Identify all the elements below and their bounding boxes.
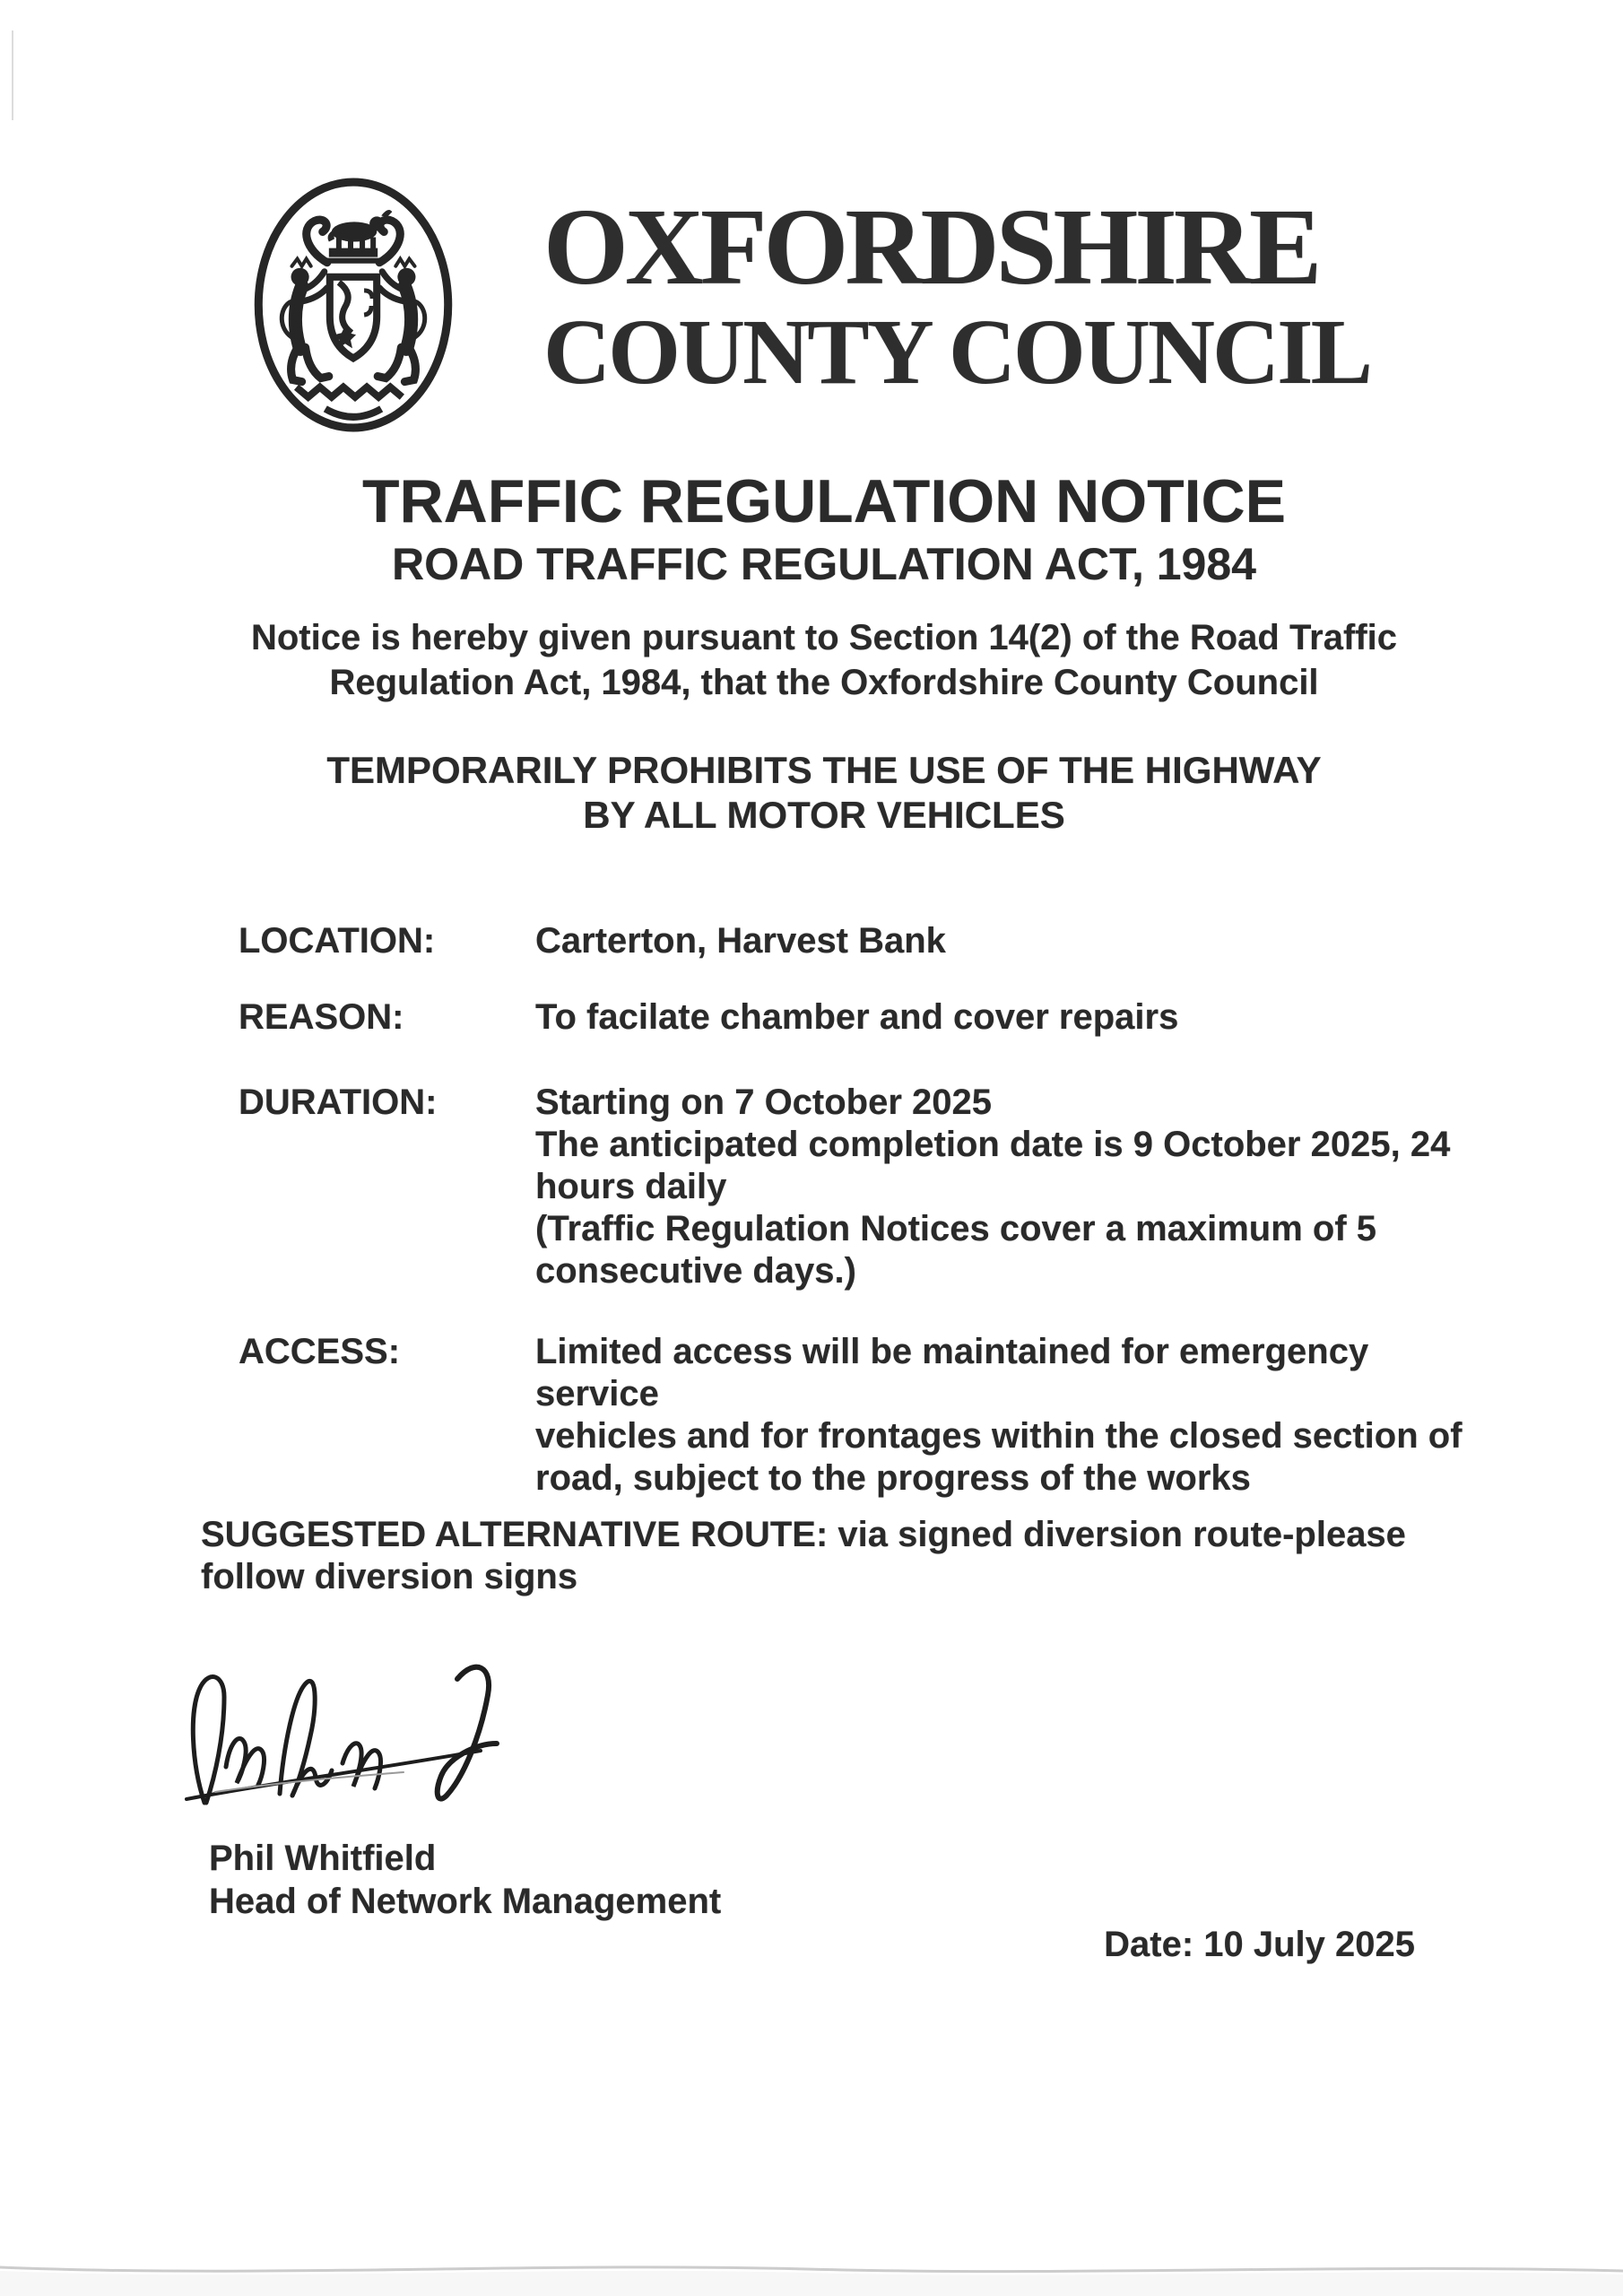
- detail-row-access: [239, 1331, 1512, 1500]
- reason-label: REASON:: [239, 997, 404, 1037]
- signatory-block: [209, 1837, 721, 1923]
- location-value: Carterton, Harvest Bank: [535, 921, 946, 961]
- signatory-title: Head of Network Management: [209, 1882, 722, 1921]
- prohibition-statement: TEMPORARILY PROHIBITS THE USE OF THE HIGHWAY BY ALL MOTOR VEHICLES: [326, 749, 1322, 836]
- intro-paragraph: Notice is hereby given pursuant to Section 14(2) of the Road Traffic Regulation Act, 1984, that the Oxfordshire County Council: [250, 618, 1397, 702]
- county-crest-icon: [249, 172, 457, 434]
- detail-row-reason: [239, 996, 1512, 1039]
- date-line: Date: 10 July 2025: [1104, 1925, 1415, 1964]
- reason-value: To facilate chamber and cover repairs: [535, 997, 1179, 1037]
- location-label: LOCATION:: [239, 921, 436, 961]
- duration-label: DURATION:: [239, 1083, 438, 1122]
- detail-row-duration: [239, 1082, 1512, 1292]
- scan-edge-artifact: [12, 30, 13, 120]
- council-name-line2: COUNTY COUNCIL: [543, 300, 1370, 404]
- signature-scribble: [179, 1657, 520, 1814]
- alternative-route-paragraph: SUGGESTED ALTERNATIVE ROUTE: via signed diversion route-please follow diversion signs: [201, 1515, 1406, 1596]
- scan-bottom-edge-artifact: [0, 2242, 1623, 2296]
- duration-value: Starting on 7 October 2025 The anticipated completion date is 9 October 2025, 24 hours daily (Traffic Regulation Notices cover a maximum of 5 consecutive days.): [535, 1083, 1451, 1291]
- notice-details: [239, 920, 1512, 1500]
- page-subtitle: ROAD TRAFFIC REGULATION ACT, 1984: [392, 539, 1256, 589]
- detail-row-location: [239, 920, 1512, 962]
- signatory-name: Phil Whitfield: [209, 1839, 437, 1878]
- access-value: Limited access will be maintained for emergency service vehicles and for frontages within the closed section of road, subject to the progress of the works: [535, 1332, 1462, 1498]
- access-label: ACCESS:: [239, 1332, 401, 1371]
- council-name: [543, 187, 1370, 404]
- page-title: TRAFFIC REGULATION NOTICE: [362, 467, 1286, 535]
- council-name-line1: OXFORDSHIRE: [543, 187, 1319, 308]
